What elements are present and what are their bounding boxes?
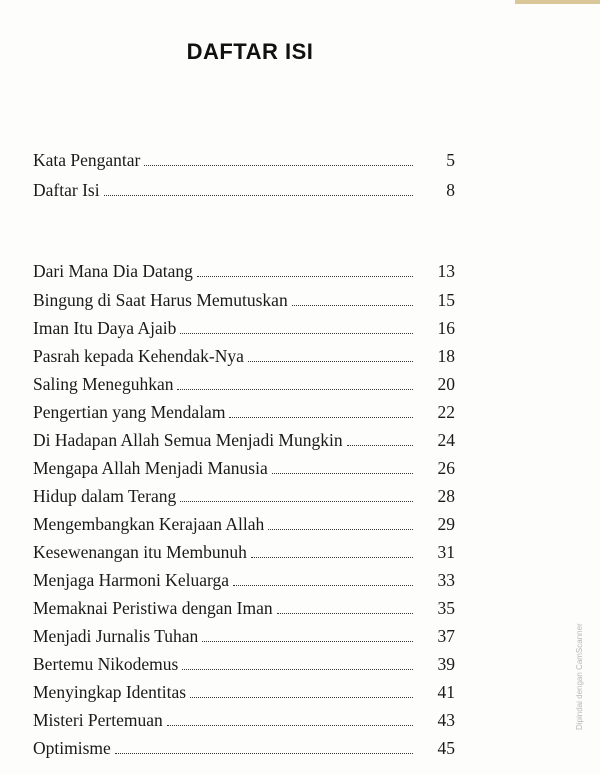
toc-entry-title: Memaknai Peristiwa dengan Iman [33,597,273,618]
dot-leader [292,303,413,306]
toc-entry[interactable] [33,173,455,199]
toc-entry-page: 31 [437,541,455,562]
toc-entry-page: 43 [437,709,455,730]
dot-leader [167,723,413,726]
toc-entry[interactable] [33,591,455,617]
toc-entry[interactable] [33,507,455,533]
toc-entry[interactable] [33,254,455,280]
toc-entry[interactable] [33,423,455,449]
toc-entry-page: 24 [437,429,455,450]
toc-entry-page: 45 [437,737,455,758]
toc-entry-title: Bertemu Nikodemus [33,653,179,674]
page-edge-strip [515,0,600,4]
toc-entry[interactable] [33,675,455,701]
toc-entry-title: Saling Meneguhkan [33,373,174,394]
toc-entry-page: 41 [437,681,455,702]
toc-entry-page: 39 [437,653,455,674]
toc-entry[interactable] [33,535,455,561]
dot-leader [115,751,413,754]
toc-entry-page: 28 [437,485,455,506]
toc-entry-page: 33 [437,569,455,590]
dot-leader [190,695,413,698]
toc-entry-title: Kesewenangan itu Membunuh [33,541,247,562]
toc-entry[interactable] [33,479,455,505]
toc-entry[interactable] [33,367,455,393]
toc-entry-title: Daftar Isi [33,179,100,200]
toc-entry-title: Dari Mana Dia Datang [33,260,193,281]
toc-entry-title: Optimisme [33,737,111,758]
toc-entry-page: 18 [437,345,455,366]
toc-entry-page: 15 [437,289,455,310]
dot-leader [277,611,413,614]
toc-entry[interactable] [33,311,455,337]
dot-leader [229,415,413,418]
dot-leader [202,639,413,642]
toc-entry-title: Menyingkap Identitas [33,681,187,702]
toc-entry-title: Mengembangkan Kerajaan Allah [33,513,265,534]
toc-entry-page: 20 [437,373,455,394]
toc-entry-page: 26 [437,457,455,478]
toc-entry-page: 37 [437,625,455,646]
toc-entry-title: Menjaga Harmoni Keluarga [33,569,229,590]
dot-leader [180,499,413,502]
dot-leader [177,387,413,390]
dot-leader [347,443,413,446]
toc-entry-title: Bingung di Saat Harus Memutuskan [33,289,288,310]
toc-entry-page: 29 [437,513,455,534]
toc-entry-page: 16 [437,317,455,338]
toc-entry-title: Mengapa Allah Menjadi Manusia [33,457,268,478]
dot-leader [197,274,413,277]
toc-entry[interactable] [33,143,455,169]
dot-leader [144,163,413,166]
toc-entry[interactable] [33,395,455,421]
toc-entry[interactable] [33,451,455,477]
dot-leader [182,667,413,670]
toc-entry[interactable] [33,283,455,309]
toc-entry-title: Pasrah kepada Kehendak-Nya [33,345,244,366]
toc-entry-title: Kata Pengantar [33,149,141,170]
scanner-watermark: Dipindai dengan CamScanner [575,623,584,730]
toc-entry-title: Pengertian yang Mendalam [33,401,226,422]
dot-leader [251,555,413,558]
toc-entry[interactable] [33,563,455,589]
dot-leader [180,331,413,334]
dot-leader [104,193,413,196]
toc-entry[interactable] [33,731,455,757]
toc-entry-title: Misteri Pertemuan [33,709,163,730]
dot-leader [272,471,413,474]
toc-entry-title: Iman Itu Daya Ajaib [33,317,177,338]
toc-entry-page: 35 [437,597,455,618]
toc-entry-page: 13 [437,260,455,281]
toc-entry-page: 8 [446,179,455,200]
dot-leader [268,527,413,530]
toc-entry[interactable] [33,703,455,729]
dot-leader [248,359,413,362]
page-title: DAFTAR ISI [186,38,314,64]
toc-entry-title: Di Hadapan Allah Semua Menjadi Mungkin [33,429,343,450]
toc-entry[interactable] [33,647,455,673]
toc-entry[interactable] [33,619,455,645]
toc-entry-page: 5 [446,149,455,170]
toc-entry-page: 22 [437,401,455,422]
dot-leader [233,583,413,586]
toc-entry[interactable] [33,339,455,365]
toc-entry-title: Menjadi Jurnalis Tuhan [33,625,199,646]
toc-entry-title: Hidup dalam Terang [33,485,177,506]
